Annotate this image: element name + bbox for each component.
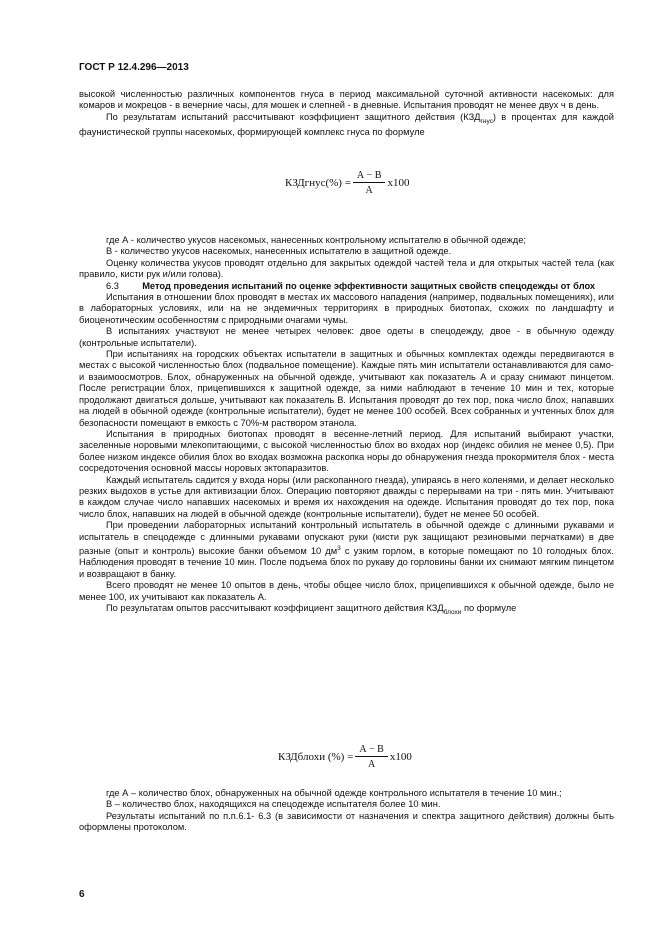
paragraph: Оценку количества укусов проводят отдельно для закрытых одеждой частей тела и для открытых частей тела (как правило, кисти рук и/или голова). xyxy=(79,257,614,280)
formula-fraction xyxy=(353,170,386,196)
text-block-intro xyxy=(79,89,614,138)
paragraph: В испытаниях участвуют не менее четырех человек: двое одеты в спецодежду, двое - в обычную одежду (контрольные испытатели). xyxy=(79,326,614,348)
paragraph: По результатам опытов рассчитывают коэффициент защитного действия $КЗД_{блохи}$ по формуле xyxy=(106,603,517,616)
formula-multiplier: х100 xyxy=(389,751,412,763)
text-block-conclusion xyxy=(79,788,614,834)
paragraph: Испытания в отношении блох проводят в местах их массового нападения (например, подвальных помещениях), или в лабораторных условиях, или на не эндемичных территориях в природных биотопах, схожих по ландшафту и биоценотическим особенностям с природными очагами чумы. xyxy=(79,292,614,325)
paragraph: высокой численностью различных компонентов гнуса в период максимальной суточной активности насекомых: для комаров и мокрецов - в вечерние часы, для мошек и слепней - в дневные. Испытания проводят не менее двух ч в день. xyxy=(79,89,614,111)
page-number: 6 xyxy=(79,889,85,900)
paragraph: Каждый испытатель садится у входа норы (или раскопанного гнезда), упираясь в него коленями, и делает несколько резких выдохов в устье для активизации блох. Операцию повторяют дважды с перерывами на три - пять мин. Учитывают в каждом случае число напавших насекомых и время их нахождения на одежде. Испытания проводят до тех пор, пока число блох, напавших на людей в обычной одежде (контрольные испытатели), будет не менее 50 особей. xyxy=(79,474,614,519)
formula-fraction xyxy=(355,744,388,770)
paragraph: Испытания в природных биотопах проводят в весенне-летний период. Для испытаний выбирают участки, заселенные норовыми млекопитающими, с высокой численностью блох во входах нор (индекс обилия не менее 0,5). При более низком индексе обилия блох во входах возможна раскопка норы до обнаружения гнезда прокормителя блох - места сосредоточения основной массы норовых эктопаразитов. xyxy=(79,428,614,474)
paragraph: Результаты испытаний по п.п.6.1- 6.3 (в зависимости от назначения и спектра защитного действия) должны быть оформлены протоколом. xyxy=(79,810,614,833)
formula-denominator: А xyxy=(365,185,373,196)
paragraph: где А – количество блох, обнаруженных на обычной одежде контрольного испытателя в течение 10 мин.; xyxy=(106,788,562,798)
formula-kzd-gnus xyxy=(285,170,409,196)
paragraph: При испытаниях на городских объектах испытатели в защитных и обычных комплектах одежды передвигаются в местах с высокой численностью блох (подвальное помещение). Каждые пять мин испытатели останавливаются для само- и взаимоосмотров. Блох, обнаруженных на обычной одежде, учитывают как показатель А и сразу снимают пинцетом. После регистрации блох, прицепившихся к защитной одежде, за ними наблюдают в течение 10 мин и тех, которые продолжают двигаться дольше, учитывают как показатель В. Испытания проводят до тех пор, пока число блох, напавших на людей в обычной одежде (контрольные испытатели), будет не менее 100 особей. Всех собранных и учтенных блох для безопасности помещают в емкость с 70%-м раствором этанола. xyxy=(79,349,614,428)
formula-numerator: А − В xyxy=(353,170,386,183)
formula-numerator: А − В xyxy=(355,744,388,757)
paragraph: При проведении лабораторных испытаний контрольный испытатель в обычной одежде с длинными рукавами и испытатель в спецодежде с длинными рукавами опускают руки (кисти рук защищают резиновыми перчатками) в две разные (опыт и контроль) высокие банки объемом 10 $дм^3$ с узким горлом, в которые помещают по 10 голодных блох. Наблюдения проводят в течение 10 мин. После подъема блох по рукаву до горловины банки их снимают мягким пинцетом и возвращают в банку. xyxy=(79,520,614,579)
formula-lhs: КЗДблохи (%) = xyxy=(278,751,354,763)
formula-denominator: А xyxy=(367,759,376,770)
formula-lhs: КЗДгнус(%) = xyxy=(285,177,351,189)
section-heading: 6.3 Метод проведения испытаний по оценке эффективности защитных свойств спецодежды от блох xyxy=(106,280,596,291)
paragraph: В – количество блох, находящихся на спецодежде испытателя более 10 мин. xyxy=(106,799,441,810)
paragraph: В - количество укусов насекомых, нанесенных испытателю в защитной одежде. xyxy=(106,246,452,257)
paragraph: Всего проводят не менее 10 опытов в день, чтобы общее число блох, прицепившихся к обычной одежде, было не менее 100, их учитывают как показатель А. xyxy=(79,580,614,602)
paragraph: По результатам испытаний рассчитывают коэффициент защитного действия $(КЗД_{гнус})$ в процентах для каждой фаунистической группы насекомых, формирующей комплекс гнуса по формуле xyxy=(79,111,614,138)
formula-multiplier: х100 xyxy=(387,177,410,189)
document-header: ГОСТ Р 12.4.296—2013 xyxy=(79,62,189,73)
formula-kzd-blokhi xyxy=(278,744,412,770)
paragraph: где А - количество укусов насекомых, нанесенных контрольному испытателю в обычной одежде; xyxy=(106,235,526,245)
text-block-main xyxy=(79,235,614,618)
